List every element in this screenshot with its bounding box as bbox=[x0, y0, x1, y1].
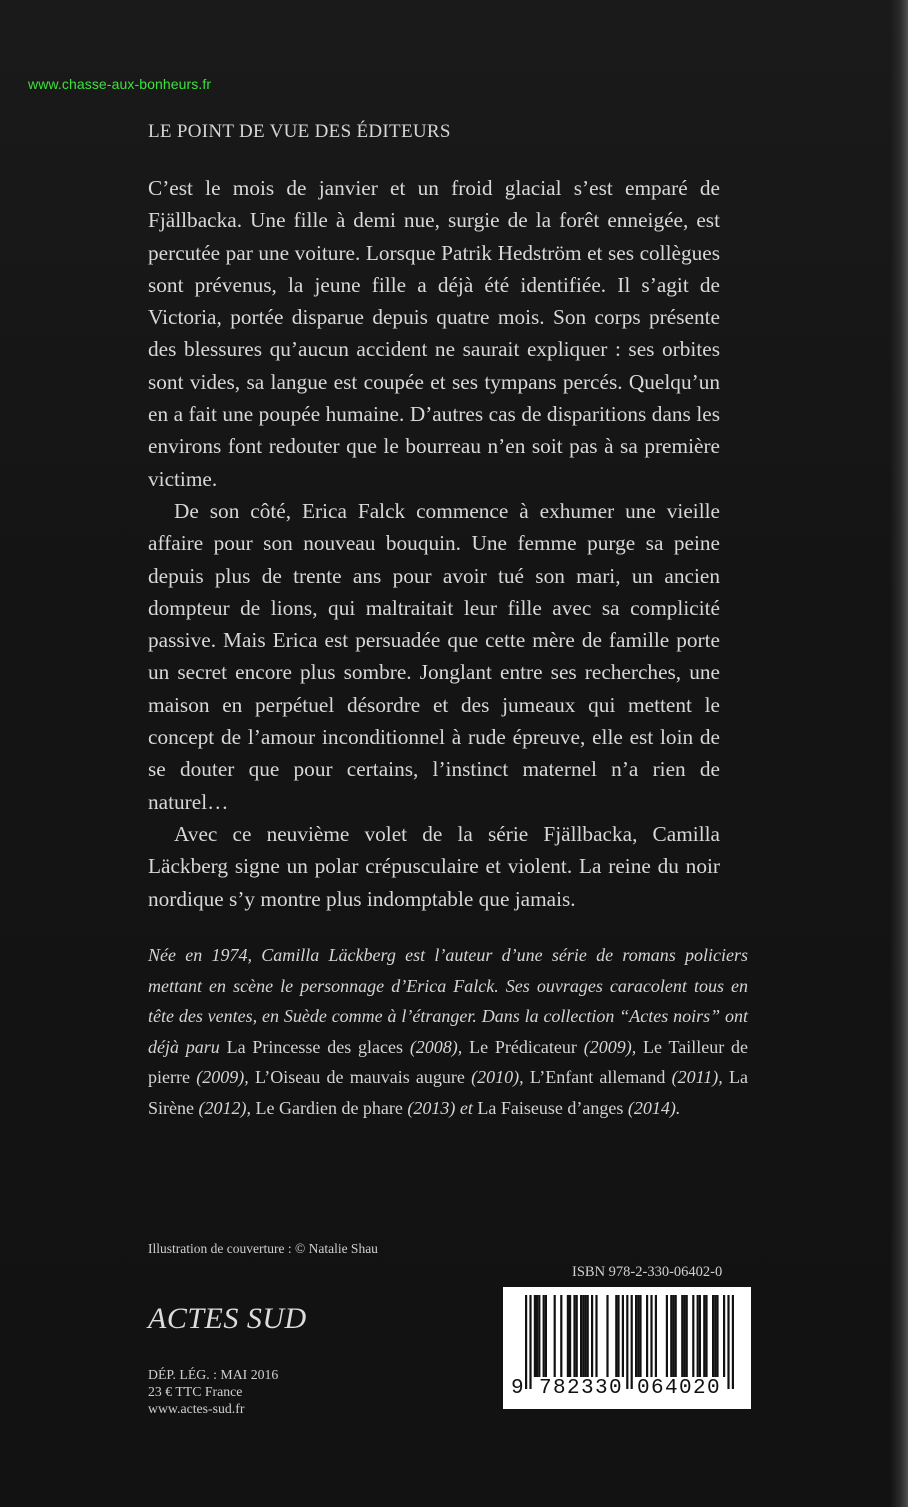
legal-deposit: DÉP. LÉG. : MAI 2016 bbox=[148, 1367, 279, 1382]
barcode-bar bbox=[712, 1295, 714, 1377]
barcode-bar bbox=[683, 1295, 685, 1377]
publisher-logo: ACTES SUD bbox=[148, 1302, 307, 1335]
bio-conjunction: et bbox=[459, 1097, 473, 1118]
barcode-bar bbox=[536, 1295, 538, 1377]
barcode-bar bbox=[580, 1295, 582, 1377]
barcode-bar bbox=[727, 1295, 729, 1389]
book-year: (2012), bbox=[198, 1097, 251, 1118]
book-year: (2008), bbox=[409, 1036, 463, 1057]
summary-text bbox=[148, 172, 720, 915]
book-year: (2014). bbox=[627, 1097, 681, 1118]
barcode-bar bbox=[582, 1295, 584, 1377]
barcode-bar bbox=[697, 1295, 699, 1377]
barcode-bar bbox=[584, 1295, 586, 1377]
barcode-bar bbox=[675, 1295, 677, 1377]
barcode-bar bbox=[529, 1295, 531, 1389]
barcode-bar bbox=[576, 1295, 578, 1377]
barcode-bar bbox=[692, 1295, 694, 1377]
barcode-bar bbox=[723, 1295, 725, 1377]
book-title: Le Gardien de phare bbox=[255, 1097, 403, 1118]
barcode-bar bbox=[666, 1295, 668, 1377]
barcode-bar bbox=[650, 1295, 652, 1377]
barcode-bar bbox=[569, 1295, 571, 1377]
barcode-bar bbox=[705, 1295, 707, 1377]
barcode-bar bbox=[631, 1295, 633, 1389]
bio-intro: Née en 1974, Camilla Läckberg est l’auteur d’une série de romans policiers mettant en scène le personnage d’Erica Falck. Ses ouvrages caracolent tous en tête des ventes, en Suède comme à l’étranger. Dans la collection “Actes noirs” ont déjà paru bbox=[148, 945, 748, 1057]
isbn-number: ISBN 978-2-330-06402-0 bbox=[572, 1264, 723, 1280]
book-title: La Faiseuse d’anges bbox=[477, 1097, 624, 1118]
book-title: Le Prédicateur bbox=[469, 1036, 577, 1057]
barcode bbox=[503, 1287, 751, 1409]
barcode-bar bbox=[703, 1295, 705, 1377]
author-bio bbox=[148, 940, 748, 1123]
barcode-bar bbox=[716, 1295, 718, 1377]
barcode-bar bbox=[595, 1295, 597, 1377]
book-year: (2013) bbox=[407, 1097, 456, 1118]
barcode-bar bbox=[543, 1295, 545, 1377]
barcode-bar bbox=[560, 1295, 562, 1377]
barcode-bar bbox=[617, 1295, 619, 1377]
barcode-bar bbox=[545, 1295, 547, 1377]
barcode-bar bbox=[591, 1295, 593, 1377]
barcode-bar bbox=[622, 1295, 624, 1377]
legal-info bbox=[148, 1366, 278, 1417]
book-year: (2011), bbox=[671, 1067, 723, 1087]
book-title: Le Tailleur de pierre bbox=[148, 1036, 749, 1087]
watermark-url: www.chasse-aux-bonheurs.fr bbox=[28, 76, 212, 92]
barcode-bar bbox=[699, 1295, 701, 1377]
barcode-bar bbox=[646, 1295, 648, 1377]
barcode-bar bbox=[554, 1295, 556, 1377]
barcode-bar bbox=[639, 1295, 641, 1377]
section-title: LE POINT DE VUE DES ÉDITEURS bbox=[148, 121, 451, 142]
book-year: (2010), bbox=[471, 1067, 524, 1087]
barcode-bar bbox=[637, 1295, 639, 1377]
summary-paragraph: C’est le mois de janvier et un froid glacial s’est emparé de Fjällbacka. Une fille à demi nue, surgie de la forêt enneigée, est percutée par une voiture. Lorsque Patrik Hedström et ses collègues sont prévenus, la jeune fille a déjà été identifiée. Il s’agit de Victoria, portée disparue depuis quatre mois. Son corps présente des blessures qu’aucun accident ne saurait expliquer : ses orbites sont vides, sa langue est coupée et ses tympans percés. Quelqu’un en a fait une poupée humaine. D’autres cas de disparitions dans les environs font redouter que le bourreau n’en soit pas à sa première victime. bbox=[148, 176, 720, 491]
book-title: La Sirène bbox=[148, 1067, 749, 1118]
publisher-website: www.actes-sud.fr bbox=[148, 1401, 245, 1416]
barcode-bar bbox=[587, 1295, 589, 1377]
barcode-bar bbox=[534, 1295, 536, 1377]
barcode-bar bbox=[635, 1295, 637, 1377]
barcode-digits: 9 782330 064020 bbox=[511, 1377, 722, 1400]
book-title: La Princesse des glaces bbox=[226, 1036, 403, 1057]
barcode-bar bbox=[686, 1295, 688, 1377]
barcode-bar bbox=[681, 1295, 683, 1377]
illustration-credit: Illustration de couverture : © Natalie Shau bbox=[148, 1241, 378, 1256]
barcode-bar bbox=[615, 1295, 617, 1377]
barcode-bar bbox=[538, 1295, 540, 1377]
barcode-bar bbox=[567, 1295, 569, 1377]
barcode-bar bbox=[573, 1295, 575, 1377]
summary-paragraph: Avec ce neuvième volet de la série Fjällbacka, Camilla Läckberg signe un polar crépusculaire et violent. La reine du noir nordique s’y montre plus indomptable que jamais. bbox=[148, 821, 720, 911]
barcode-bar bbox=[672, 1295, 674, 1377]
book-title: L’Enfant allemand bbox=[529, 1067, 666, 1087]
barcode-bar bbox=[732, 1295, 734, 1389]
barcode-bar bbox=[670, 1295, 672, 1377]
barcode-bar bbox=[714, 1295, 716, 1377]
summary-paragraph: De son côté, Erica Falck commence à exhumer une vieille affaire pour son nouveau bouquin. Une femme purge sa peine depuis plus de trente ans pour avoir tué son mari, un ancien dompteur de lions, qui maltraitait leur fille avec sa complicité passive. Mais Erica est persuadée que cette mère de famille porte un secret encore plus sombre. Jonglant entre ses recherches, une maison en perpétuel désordre et des jumeaux qui mettent le concept de l’amour inconditionnel à rude épreuve, elle est loin de se douter que pour certains, l’instinct maternel n’a rien de naturel… bbox=[148, 498, 720, 814]
price: 23 € TTC France bbox=[148, 1384, 243, 1399]
book-year: (2009), bbox=[196, 1067, 249, 1087]
barcode-bar bbox=[525, 1295, 527, 1389]
barcode-bar bbox=[606, 1295, 608, 1377]
barcode-bar bbox=[626, 1295, 628, 1389]
book-year: (2009), bbox=[583, 1036, 637, 1057]
barcode-bar bbox=[655, 1295, 657, 1377]
cover-edge bbox=[890, 0, 908, 1507]
book-title: L’Oiseau de mauvais augure bbox=[254, 1067, 465, 1087]
